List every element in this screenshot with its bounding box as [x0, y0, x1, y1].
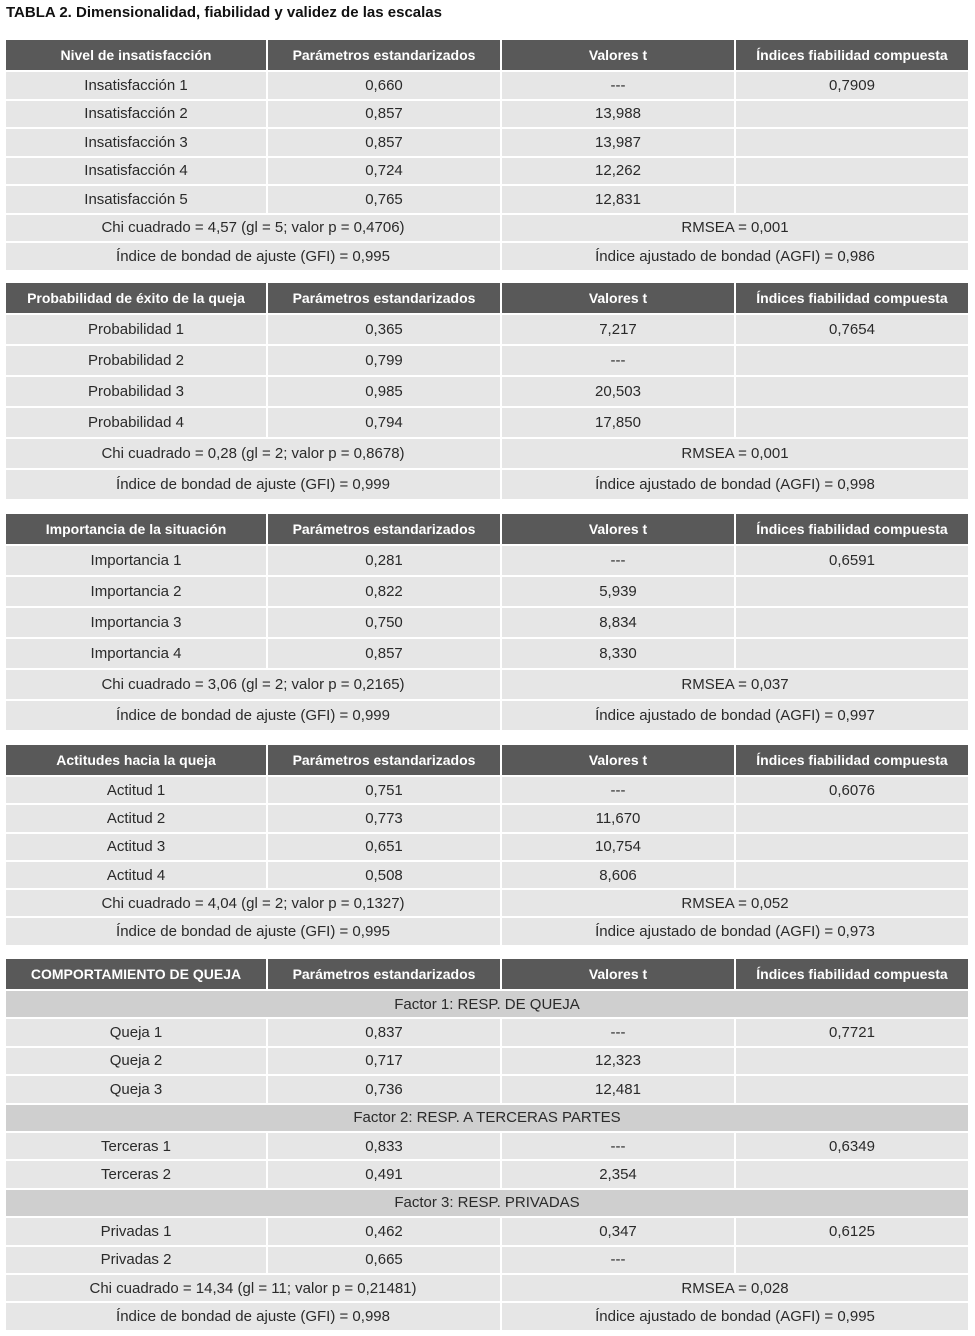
table-row [6, 1133, 968, 1159]
item-label: Importancia 1 [6, 546, 268, 575]
chi-square: Chi cuadrado = 14,34 (gl = 11; valor p = 0,21481) [6, 1275, 502, 1301]
param-value: 0,462 [268, 1218, 502, 1244]
t-value: 13,987 [502, 129, 736, 156]
reliability-value [736, 834, 968, 860]
factor-row [6, 991, 968, 1017]
reliability-value [736, 1076, 968, 1102]
fit-row [6, 439, 968, 468]
t-value: 20,503 [502, 377, 736, 406]
table-row [6, 129, 968, 156]
header-tvalues: Valores t [502, 283, 736, 313]
section-probabilidad [6, 283, 968, 501]
item-label: Importancia 3 [6, 608, 268, 637]
reliability-value [736, 1247, 968, 1273]
t-value: 0,347 [502, 1218, 736, 1244]
item-label: Actitud 3 [6, 834, 268, 860]
fit-row [6, 243, 968, 270]
t-value: --- [502, 777, 736, 803]
item-label: Importancia 4 [6, 639, 268, 668]
table-row [6, 639, 968, 668]
header-tvalues: Valores t [502, 40, 736, 70]
factor-label: Factor 1: RESP. DE QUEJA [394, 995, 580, 1013]
section-importancia [6, 514, 968, 732]
item-label: Probabilidad 2 [6, 346, 268, 375]
t-value: 12,831 [502, 186, 736, 213]
section-actitudes [6, 745, 968, 947]
reliability-value: 0,6349 [829, 1137, 875, 1155]
t-value: 12,323 [502, 1048, 736, 1074]
reliability-value [736, 577, 968, 606]
section-header [6, 40, 968, 70]
t-value: 13,988 [502, 101, 736, 128]
reliability-value [736, 1161, 968, 1187]
section-header [6, 514, 968, 544]
param-value: 0,717 [268, 1048, 502, 1074]
reliability-value [736, 805, 968, 831]
header-tvalues: Valores t [502, 745, 736, 775]
section-insatisfaccion [6, 40, 968, 272]
rmsea: RMSEA = 0,001 [681, 219, 789, 237]
param-value: 0,736 [268, 1076, 502, 1102]
t-value: 8,606 [502, 862, 736, 888]
table-title: TABLA 2. Dimensionalidad, fiabilidad y validez de las escalas [6, 4, 442, 21]
header-params: Parámetros estandarizados [268, 514, 502, 544]
item-label: Terceras 2 [6, 1161, 268, 1187]
header-reliability: Índices fiabilidad compuesta [756, 47, 948, 63]
header-scale: Importancia de la situación [6, 514, 268, 544]
item-label: Actitud 4 [6, 862, 268, 888]
table-row [6, 805, 968, 831]
t-value: --- [502, 546, 736, 575]
param-value: 0,985 [268, 377, 502, 406]
t-value: --- [502, 1133, 736, 1159]
item-label: Actitud 2 [6, 805, 268, 831]
param-value: 0,857 [268, 129, 502, 156]
chi-square: Chi cuadrado = 4,04 (gl = 2; valor p = 0,1327) [6, 890, 502, 916]
table-row [6, 72, 968, 99]
table-row [6, 315, 968, 344]
reliability-value [736, 377, 968, 406]
reliability-value: 0,7909 [829, 76, 875, 94]
reliability-value [736, 608, 968, 637]
param-value: 0,491 [268, 1161, 502, 1187]
param-value: 0,794 [268, 408, 502, 437]
table-row [6, 777, 968, 803]
agfi: Índice ajustado de bondad (AGFI) = 0,995 [595, 1307, 875, 1325]
t-value: --- [502, 1247, 736, 1273]
factor-label: Factor 3: RESP. PRIVADAS [394, 1194, 580, 1212]
item-label: Privadas 2 [6, 1247, 268, 1273]
header-tvalues: Valores t [502, 514, 736, 544]
gfi: Índice de bondad de ajuste (GFI) = 0,995 [6, 918, 502, 944]
table-row [6, 834, 968, 860]
t-value: 17,850 [502, 408, 736, 437]
header-params: Parámetros estandarizados [268, 40, 502, 70]
table-row [6, 608, 968, 637]
t-value: --- [502, 1019, 736, 1045]
param-value: 0,508 [268, 862, 502, 888]
header-reliability: Índices fiabilidad compuesta [756, 290, 948, 306]
table-row [6, 1076, 968, 1102]
factor-label: Factor 2: RESP. A TERCERAS PARTES [353, 1109, 621, 1127]
agfi: Índice ajustado de bondad (AGFI) = 0,998 [595, 476, 875, 493]
item-label: Privadas 1 [6, 1218, 268, 1244]
item-label: Queja 3 [6, 1076, 268, 1102]
reliability-value [736, 129, 968, 156]
chi-square: Chi cuadrado = 4,57 (gl = 5; valor p = 0,4706) [6, 215, 502, 242]
gfi: Índice de bondad de ajuste (GFI) = 0,999 [6, 470, 502, 499]
reliability-value: 0,6076 [829, 781, 875, 799]
t-value: 12,262 [502, 158, 736, 185]
param-value: 0,724 [268, 158, 502, 185]
rmsea: RMSEA = 0,052 [681, 894, 789, 912]
reliability-value [736, 346, 968, 375]
section-header [6, 959, 968, 989]
item-label: Insatisfacción 3 [6, 129, 268, 156]
section-header [6, 745, 968, 775]
agfi: Índice ajustado de bondad (AGFI) = 0,986 [595, 247, 875, 265]
reliability-value [736, 101, 968, 128]
t-value: 12,481 [502, 1076, 736, 1102]
table-row [6, 1161, 968, 1187]
t-value: 2,354 [502, 1161, 736, 1187]
table-row [6, 186, 968, 213]
t-value: 10,754 [502, 834, 736, 860]
reliability-value [736, 158, 968, 185]
fit-row [6, 1303, 968, 1329]
chi-square: Chi cuadrado = 0,28 (gl = 2; valor p = 0,8678) [6, 439, 502, 468]
param-value: 0,857 [268, 639, 502, 668]
header-params: Parámetros estandarizados [268, 745, 502, 775]
gfi: Índice de bondad de ajuste (GFI) = 0,998 [6, 1303, 502, 1329]
section-header [6, 283, 968, 313]
reliability-value [736, 186, 968, 213]
header-scale: Probabilidad de éxito de la queja [6, 283, 268, 313]
rmsea: RMSEA = 0,028 [681, 1279, 789, 1297]
item-label: Probabilidad 4 [6, 408, 268, 437]
t-value: 5,939 [502, 577, 736, 606]
table-row [6, 577, 968, 606]
param-value: 0,660 [268, 72, 502, 99]
header-params: Parámetros estandarizados [268, 959, 502, 989]
item-label: Probabilidad 3 [6, 377, 268, 406]
header-scale: Nivel de insatisfacción [6, 40, 268, 70]
table-row [6, 862, 968, 888]
param-value: 0,750 [268, 608, 502, 637]
table-row [6, 1048, 968, 1074]
agfi: Índice ajustado de bondad (AGFI) = 0,997 [595, 707, 875, 724]
t-value: 8,330 [502, 639, 736, 668]
param-value: 0,751 [268, 777, 502, 803]
reliability-value: 0,7721 [829, 1024, 875, 1042]
factor-row [6, 1190, 968, 1216]
reliability-value [736, 1048, 968, 1074]
item-label: Actitud 1 [6, 777, 268, 803]
reliability-value [736, 408, 968, 437]
section-comportamiento [6, 959, 968, 1332]
fit-row [6, 470, 968, 499]
t-value: --- [502, 72, 736, 99]
fit-row [6, 1275, 968, 1301]
fit-row [6, 918, 968, 944]
header-reliability: Índices fiabilidad compuesta [756, 521, 948, 537]
header-params: Parámetros estandarizados [268, 283, 502, 313]
param-value: 0,799 [268, 346, 502, 375]
param-value: 0,665 [268, 1247, 502, 1273]
fit-row [6, 215, 968, 242]
param-value: 0,773 [268, 805, 502, 831]
header-tvalues: Valores t [502, 959, 736, 989]
param-value: 0,857 [268, 101, 502, 128]
table-row [6, 101, 968, 128]
factor-row [6, 1105, 968, 1131]
param-value: 0,365 [268, 315, 502, 344]
reliability-value [736, 639, 968, 668]
param-value: 0,651 [268, 834, 502, 860]
item-label: Queja 2 [6, 1048, 268, 1074]
agfi: Índice ajustado de bondad (AGFI) = 0,973 [595, 923, 875, 941]
t-value: --- [502, 346, 736, 375]
t-value: 7,217 [502, 315, 736, 344]
header-reliability: Índices fiabilidad compuesta [756, 966, 948, 982]
gfi: Índice de bondad de ajuste (GFI) = 0,999 [6, 701, 502, 730]
reliability-value [736, 862, 968, 888]
item-label: Queja 1 [6, 1019, 268, 1045]
t-value: 11,670 [502, 805, 736, 831]
item-label: Importancia 2 [6, 577, 268, 606]
param-value: 0,837 [268, 1019, 502, 1045]
item-label: Probabilidad 1 [6, 315, 268, 344]
table-row [6, 377, 968, 406]
table-row [6, 408, 968, 437]
t-value: 8,834 [502, 608, 736, 637]
header-scale: Actitudes hacia la queja [6, 745, 268, 775]
param-value: 0,822 [268, 577, 502, 606]
gfi: Índice de bondad de ajuste (GFI) = 0,995 [6, 243, 502, 270]
fit-row [6, 890, 968, 916]
rmsea: RMSEA = 0,037 [681, 676, 789, 693]
fit-row [6, 701, 968, 730]
param-value: 0,281 [268, 546, 502, 575]
reliability-value: 0,7654 [829, 321, 875, 338]
item-label: Insatisfacción 5 [6, 186, 268, 213]
chi-square: Chi cuadrado = 3,06 (gl = 2; valor p = 0,2165) [6, 670, 502, 699]
item-label: Insatisfacción 2 [6, 101, 268, 128]
reliability-value: 0,6125 [829, 1222, 875, 1240]
table-row [6, 158, 968, 185]
table-row [6, 346, 968, 375]
header-scale: COMPORTAMIENTO DE QUEJA [6, 959, 268, 989]
table-row [6, 1218, 968, 1244]
table-row [6, 1247, 968, 1273]
item-label: Insatisfacción 4 [6, 158, 268, 185]
rmsea: RMSEA = 0,001 [681, 445, 789, 462]
table-row [6, 1019, 968, 1045]
fit-row [6, 670, 968, 699]
item-label: Insatisfacción 1 [6, 72, 268, 99]
item-label: Terceras 1 [6, 1133, 268, 1159]
param-value: 0,833 [268, 1133, 502, 1159]
param-value: 0,765 [268, 186, 502, 213]
table-row [6, 546, 968, 575]
reliability-value: 0,6591 [829, 552, 875, 569]
header-reliability: Índices fiabilidad compuesta [756, 752, 948, 768]
